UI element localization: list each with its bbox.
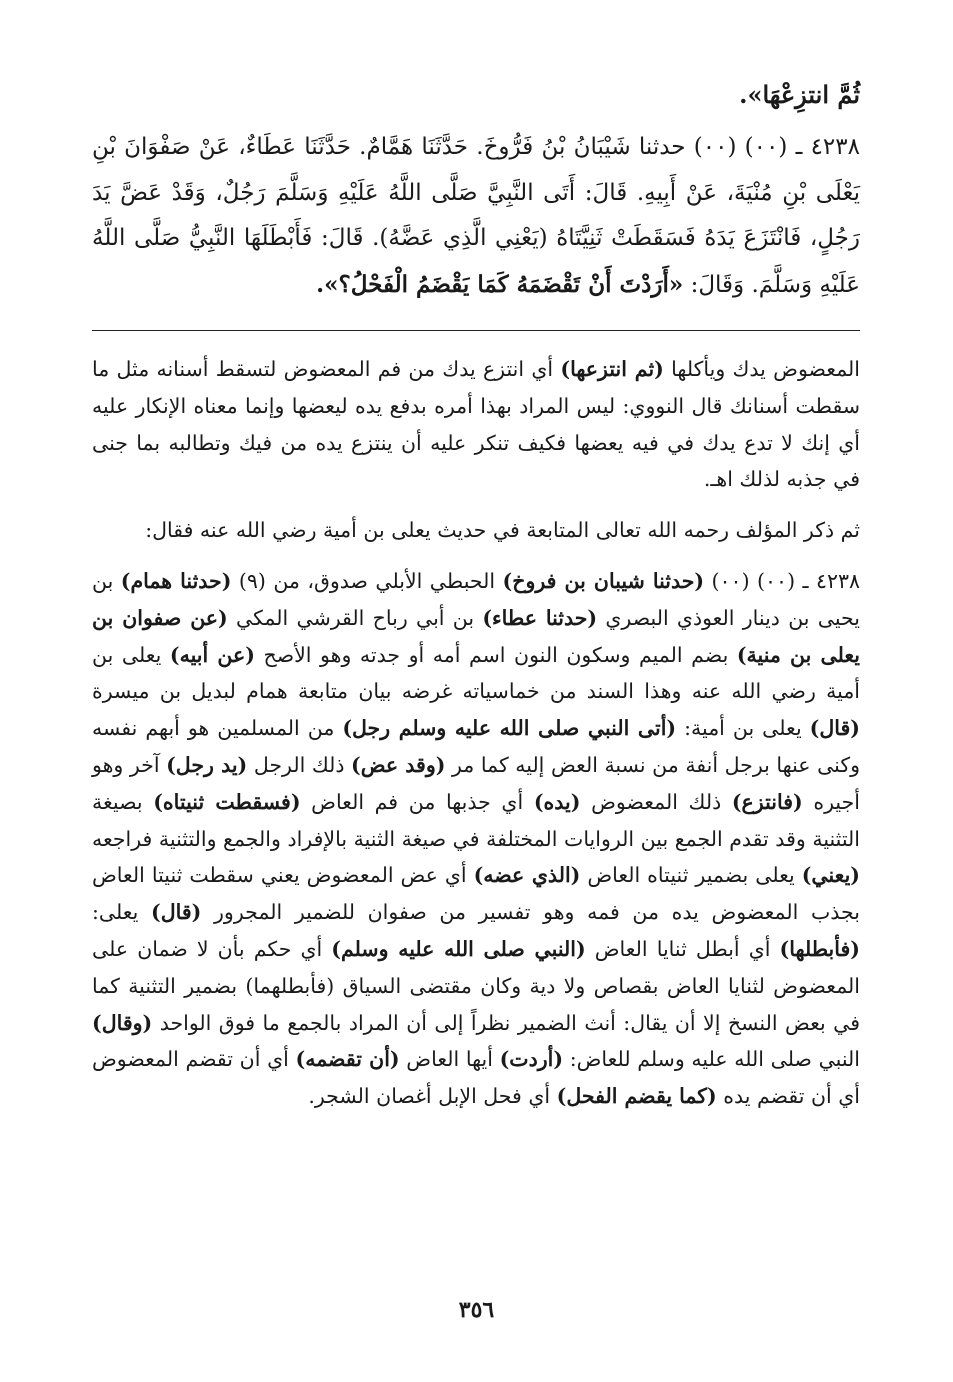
page-number: ٣٥٦ — [458, 1297, 495, 1323]
commentary-text: أي حكم بأن لا ضمان على المعضوض لثنايا العاض بقصاص ولا دية وكان مقتضى السياق (فأبطلهما) بضمير التثنية كما في بعض النسخ إلا أن يقال: أنث الضمير نظراً إلى أن المراد بالجمع ما فوق الواحد — [92, 936, 860, 1035]
commentary-text: ٤٢٣٨ ـ (٠٠) (٠٠) — [704, 568, 861, 593]
commentary-text: يعلى بن أمية: — [676, 716, 810, 741]
commentary-text: ذلك المعضوض — [580, 789, 732, 814]
commentary-text: أي انتزع يدك من فم المعضوض لتسقط أسنانه مثل ما سقطت أسنانك قال النووي: ليس المراد بهذا أمره بدفع يده ليعضها وإنما معناه الإنكار عليه أي إنك لا تدع يدك في فيه يعضها فكيف تنكر عليه أن ينتزع يده من فيك وتطالبه بما جنى في جذبه لذلك اهـ. — [92, 357, 860, 492]
section-divider — [92, 330, 860, 331]
commentary-quote: (الذي عضه) — [473, 863, 581, 888]
commentary-text: بن يحيى بن دينار العوذي البصري — [92, 568, 860, 630]
commentary-quote: (فأبطلها) — [779, 936, 860, 961]
commentary-text: النبي صلى الله عليه وسلم للعاض: — [563, 1047, 861, 1072]
commentary-quote: (النبي صلى الله عليه وسلم) — [331, 936, 586, 961]
commentary-quote: (وقد عض) — [351, 752, 446, 777]
commentary-quote: (عن أبيه) — [169, 642, 255, 667]
commentary-quote: (وقال) — [92, 1010, 153, 1035]
hadith-body: ٤٢٣٨ ـ (٠٠) (٠٠) حدثنا شَيْبَانُ بْنُ فَرُّوخَ. حَدَّثَنَا هَمَّامٌ. حَدَّثَنَا عَطَاءٌ، عَنْ صَفْوَانَ بْنِ يَعْلَى بْنِ مُنْيَةَ، عَنْ أَبِيهِ. قَالَ: أَتَى النَّبِيَّ صَلَّى اللَّهُ عَلَيْهِ وَسَلَّمَ رَجُلٌ، وَقَدْ عَضَّ يَدَ رَجُلٍ، فَانْتَزَعَ يَدَهُ فَسَقَطَتْ ثَنِيَّتَاهُ (يَعْنِي الَّذِي عَضَّهُ). قَالَ: فَأَبْطَلَهَا النَّبِيُّ صَلَّى اللَّهُ عَلَيْهِ وَسَلَّمَ. وَقَالَ: — [92, 134, 860, 298]
commentary-quote: (فانتزع) — [731, 789, 803, 814]
commentary-text: بن أبي رباح القرشي المكي — [227, 605, 483, 630]
commentary-text: يعلى بضمير ثنيتاه العاض — [580, 863, 802, 888]
hadith-quote: «أَرَدْتَ أَنْ تَقْضَمَهُ كَمَا يَقْضَمُ الْفَحْلُ؟». — [316, 270, 684, 298]
commentary-text: أي أبطل ثنايا العاض — [585, 936, 780, 961]
commentary-text: يعلى: — [92, 900, 152, 925]
commentary-text: أي أن تقضم المعضوض أي أن تقضم يده — [92, 1047, 860, 1109]
commentary-text: المعضوض يدك ويأكلها — [663, 357, 860, 381]
commentary-text: الحبطي الأبلي صدوق، من (٩) — [231, 568, 503, 593]
commentary-text: بصيغة التثنية وقد تقدم الجمع بين الروايات المختلفة في صيغة الثنية بالإفراد والجمع والتثنية فراجعه — [92, 789, 861, 851]
commentary-text: آخر وهو أجيره — [92, 752, 860, 814]
hadith-previous-ending: ثُمَّ انتزِعْهَا». — [739, 80, 860, 109]
commentary-quote: (كما يقضم الفحل) — [556, 1084, 717, 1109]
commentary-quote: (عن صفوان بن يعلى بن منية) — [92, 605, 861, 667]
commentary-text: أي جذبها من فم العاض — [300, 789, 534, 814]
commentary-quote: (قال) — [151, 900, 202, 925]
commentary-paragraph — [92, 351, 860, 498]
commentary-quote: (أردت) — [499, 1047, 564, 1072]
commentary-text: ذلك الرجل — [247, 752, 352, 777]
commentary-intro: ثم ذكر المؤلف رحمه الله تعالى المتابعة في حديث يعلى بن أمية رضي الله عنه فقال: — [145, 518, 860, 543]
commentary-quote: (يعني) — [801, 863, 860, 888]
commentary-quote: (أتى النبي صلى الله عليه وسلم رجل) — [342, 716, 677, 741]
commentary-quote: (ثم انتزعها) — [560, 357, 664, 381]
commentary-text: أي عض المعضوض يعني سقطت ثنيتا العاض بجذب المعضوض يده من فمه وهو تفسير من صفوان للضمير المجرور — [92, 863, 860, 925]
page — [92, 72, 860, 1115]
commentary-quote: (يده) — [533, 789, 581, 814]
commentary-quote: (حدثنا همام) — [120, 568, 232, 593]
commentary-quote: (قال) — [809, 716, 860, 741]
hadith-text — [92, 125, 860, 308]
commentary-text: يعلى بن أمية رضي الله عنه وهذا السند من خماسياته غرضه بيان متابعة همام لبديل بن ميسرة — [92, 642, 860, 704]
commentary-quote: (حدثنا عطاء) — [482, 605, 598, 630]
commentary-quote: (حدثنا شيبان بن فروخ) — [502, 568, 705, 593]
commentary-text: بضم الميم وسكون النون اسم أمه أو جدته وهو الأصح — [254, 642, 737, 667]
commentary-text: من المسلمين هو أبهم نفسه وكنى عنها برجل أنفة من نسبة العض إليه كما مر — [92, 716, 861, 777]
commentary-paragraph — [92, 563, 860, 1115]
commentary-quote: (أن تقضمه) — [295, 1047, 400, 1072]
commentary-quote: (فسقطت ثنيتاه) — [153, 789, 301, 814]
commentary-text: أيها العاض — [399, 1047, 500, 1072]
commentary-quote: (يد رجل) — [166, 752, 248, 777]
commentary-text: أي فحل الإبل أغصان الشجر. — [308, 1084, 557, 1109]
